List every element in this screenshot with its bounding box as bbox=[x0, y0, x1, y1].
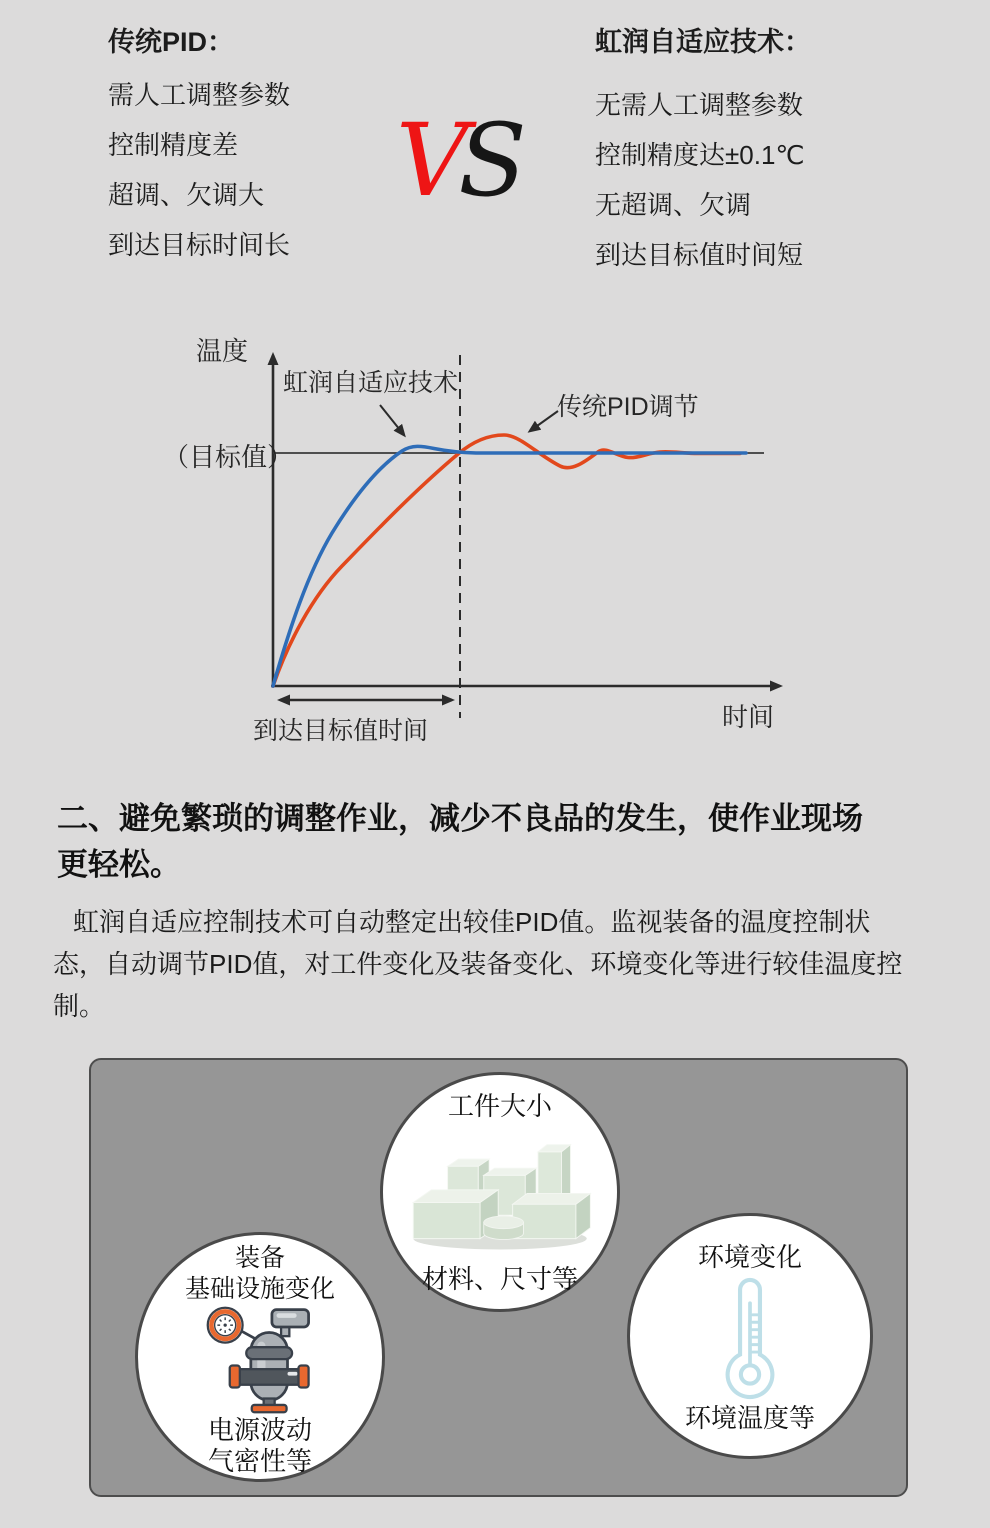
y-axis-label: 温度 bbox=[196, 336, 249, 366]
equipment-title bbox=[185, 1243, 335, 1305]
workpiece-blocks-icon bbox=[400, 1132, 600, 1254]
adaptive-column bbox=[595, 26, 811, 280]
pid-curve bbox=[273, 435, 740, 686]
equipment-title-line1: 装备 bbox=[234, 1244, 285, 1272]
pid-curve-label: 传统PID调节 bbox=[557, 393, 699, 421]
list-item: 到达目标值时间短 bbox=[595, 240, 804, 270]
equipment-title-line2: 基础设施变化 bbox=[184, 1275, 335, 1303]
list-item: 无需人工调整参数 bbox=[595, 90, 804, 120]
factor-workpiece-circle bbox=[380, 1072, 620, 1312]
environment-title: 环境变化 bbox=[697, 1242, 802, 1272]
environment-caption: 环境温度等 bbox=[684, 1403, 815, 1433]
factor-environment-circle bbox=[627, 1213, 873, 1459]
section-paragraph: 虹润自适应控制技术可自动整定出较佳PID值。监视装备的温度控制状态，自动调节PID值，对工件变化及装备变化、环境变化等进行较佳温度控制。 bbox=[53, 907, 903, 1021]
chart-canvas bbox=[140, 325, 810, 755]
target-value-label: （目标值） bbox=[163, 442, 294, 472]
pid-annotation-arrow-icon bbox=[530, 411, 558, 431]
workpiece-caption: 材料、尺寸等 bbox=[421, 1264, 578, 1294]
environment-thermometer-icon bbox=[707, 1275, 793, 1401]
vs-letter-s: S bbox=[458, 102, 527, 219]
equipment-caption bbox=[208, 1415, 312, 1477]
vs-mark bbox=[396, 102, 527, 219]
list-item: 需人工调整参数 bbox=[108, 80, 291, 110]
list-item: 超调、欠调大 bbox=[108, 180, 265, 210]
equipment-tank-icon bbox=[199, 1305, 321, 1415]
list-item: 无超调、欠调 bbox=[595, 190, 752, 220]
traditional-pid-title: 传统PID： bbox=[108, 27, 235, 57]
x-axis-label: 时间 bbox=[722, 702, 775, 732]
factor-equipment-circle bbox=[135, 1232, 385, 1482]
section-heading: 二、避免繁琐的调整作业，减少不良品的发生，使作业现场更轻松。 bbox=[57, 801, 863, 882]
traditional-pid-items bbox=[108, 70, 290, 270]
adaptive-title: 虹润自适应技术： bbox=[595, 27, 811, 57]
vs-letter-v: V bbox=[396, 102, 469, 219]
traditional-pid-column bbox=[108, 26, 290, 270]
list-item: 控制精度达±0.1℃ bbox=[595, 140, 805, 170]
equipment-caption-line2: 气密性等 bbox=[207, 1446, 312, 1476]
list-item: 到达目标时间长 bbox=[108, 230, 291, 260]
equipment-caption-line1: 电源波动 bbox=[207, 1415, 312, 1445]
adaptive-items bbox=[595, 80, 811, 280]
workpiece-title: 工件大小 bbox=[447, 1091, 552, 1121]
reach-time-label: 到达目标值时间 bbox=[253, 717, 429, 745]
list-item: 控制精度差 bbox=[108, 130, 239, 160]
adaptive-annotation-arrow-icon bbox=[380, 405, 404, 435]
adaptive-curve-label: 虹润自适应技术 bbox=[283, 369, 459, 397]
